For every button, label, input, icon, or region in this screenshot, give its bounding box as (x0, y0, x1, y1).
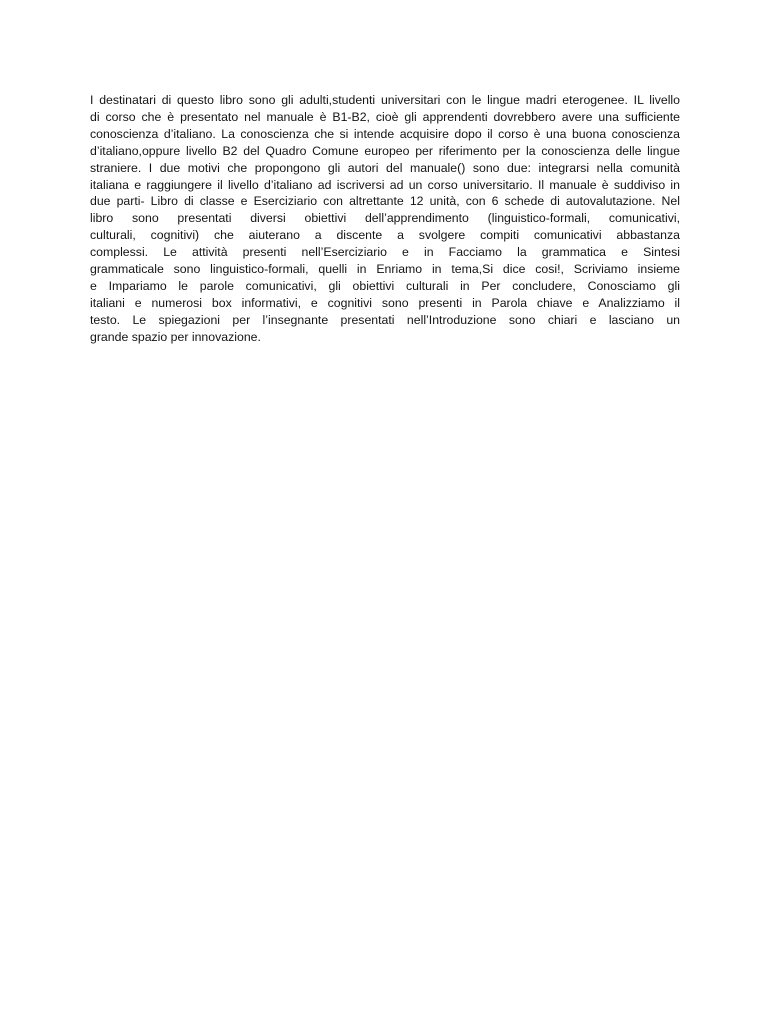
text-line: e Impariamo le parole comunicativi, gli obiettivi culturali in Per concludere, Conosciamo gli (90, 278, 680, 293)
text-line: I destinatari di questo libro sono gli adulti,studenti universitari con le lingue madri eterogenee. IL livello (90, 93, 680, 107)
text-line: testo. Le spiegazioni per l’insegnante presentati nell’Introduzione sono chiari e lasciano un (90, 312, 680, 327)
text-line: di corso che è presentato nel manuale è B1-B2, cioè gli apprendenti dovrebbero avere una sufficiente (90, 109, 680, 124)
text-line: italiani e numerosi box informativi, e cognitivi sono presenti in Parola chiave e Analizziamo il (90, 295, 680, 310)
text-line: complessi. Le attività presenti nell’Eserciziario e in Facciamo la grammatica e Sintesi (90, 245, 680, 260)
text-line: due parti- Libro di classe e Eserciziario con altrettante 12 unità, con 6 schede di autovalutazione. Nel (90, 194, 680, 209)
text-line: d’italiano,oppure livello B2 del Quadro Comune europeo per riferimento per la conoscienza delle lingue (90, 143, 680, 158)
text-line: italiana e raggiungere il livello d’italiano ad iscriversi ad un corso universitario. Il manuale è suddiviso in (90, 177, 680, 192)
body-paragraph (90, 92, 680, 346)
text-line: grande spazio per innovazione. (90, 329, 261, 344)
text-line: conoscienza d’italiano. La conoscienza che si intende acquisire dopo il corso è una buona conoscienza (90, 126, 680, 141)
text-line: libro sono presentati diversi obiettivi dell’apprendimento (linguistico-formali, comunicativi, (90, 211, 680, 226)
text-line: straniere. I due motivi che propongono gli autori del manuale() sono due: integrarsi nella comunità (90, 160, 680, 175)
text-line: grammaticale sono linguistico-formali, quelli in Enriamo in tema,Si dice cosi!, Scriviamo insieme (90, 262, 680, 277)
text-line: culturali, cognitivi) che aiuterano a discente a svolgere compiti comunicativi abbastanza (90, 228, 680, 243)
